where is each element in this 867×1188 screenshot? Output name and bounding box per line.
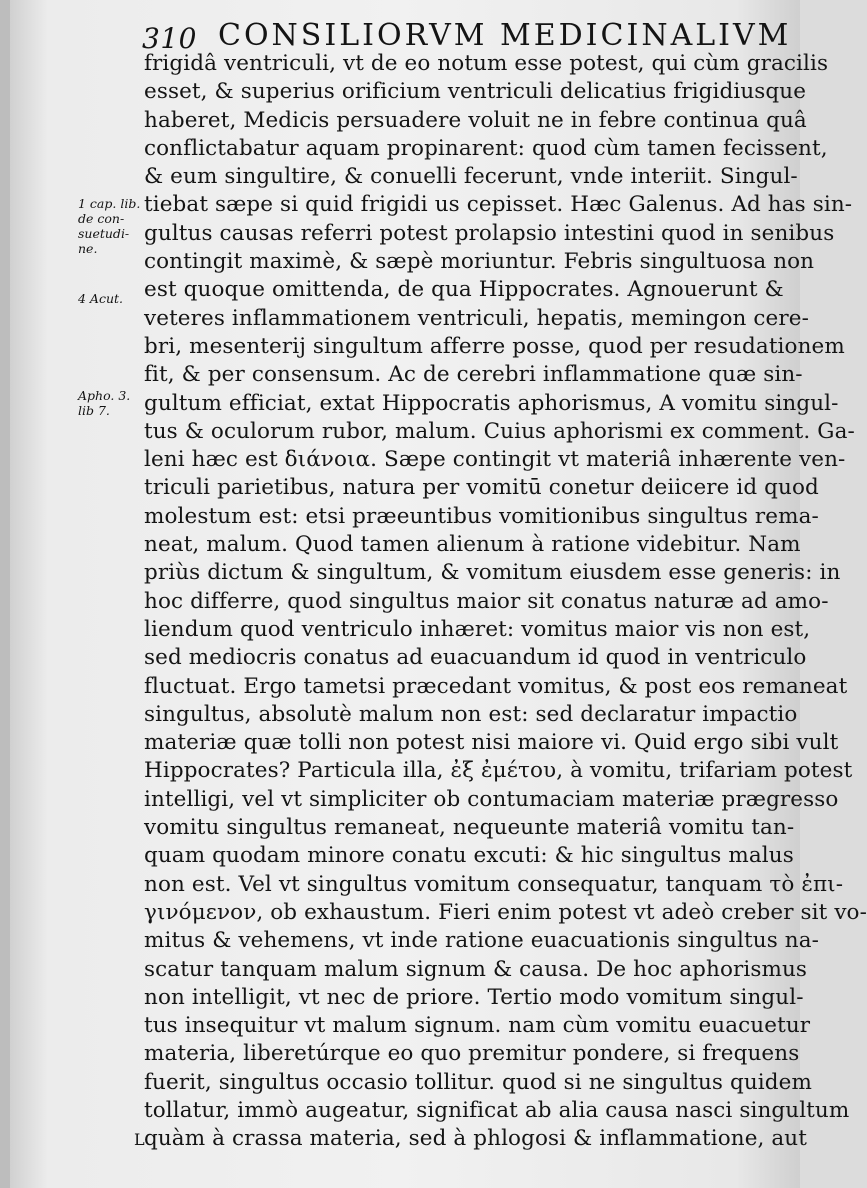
text-line: triculi parietibus, natura per vomitū conetur deiicere id quod	[144, 475, 819, 501]
text-line: tus & oculorum rubor, malum. Cuius aphorismi ex comment. Ga-	[144, 418, 855, 444]
text-line: haberet, Medicis persuadere voluit ne in febre continua quâ	[144, 107, 807, 133]
margin-note: 4 Acut.	[78, 291, 124, 306]
text-line: fit, & per consensum. Ac de cerebri inflammatione quæ sin-	[144, 362, 803, 388]
text-line: & eum singultire, & conuelli fecerunt, vnde interiit. Singul-	[144, 164, 798, 190]
text-line: scatur tanquam malum signum & causa. De hoc aphorismus	[144, 956, 808, 982]
text-line: singultus, absolutè malum non est: sed declaratur impactio	[144, 701, 798, 727]
text-line: bri, mesenterij singultum afferre posse, quod per resudationem	[144, 333, 845, 359]
text-line: mitus & vehemens, vt inde ratione euacuationis singultus na-	[144, 928, 819, 954]
text-line: non est. Vel vt singultus vomitum consequatur, tanquam τὸ ἐπι-	[144, 871, 844, 897]
text-line: tus insequitur vt malum signum. nam cùm vomitu euacuetur	[144, 1013, 811, 1039]
text-line: frigidâ ventriculi, vt de eo notum esse potest, qui cùm gracilis	[144, 51, 829, 76]
footer-mark: L	[134, 1130, 145, 1149]
running-title: CONSILIORVM MEDICINALIVM	[218, 18, 792, 53]
text-line: gultus causas referri potest prolapsio intestini quod in senibus	[144, 220, 835, 246]
page-number: 310	[142, 22, 197, 55]
text-line: gultum efficiat, extat Hippocratis aphorismus, A vomitu singul-	[144, 390, 839, 416]
text-line: vomitu singultus remaneat, nequeunte materiâ vomitu tan-	[144, 815, 795, 841]
text-line: materiæ quæ tolli non potest nisi maiore vi. Quid ergo sibi vult	[144, 730, 839, 756]
text-line: materia, liberetúrque eo quo premitur pondere, si frequens	[144, 1041, 800, 1067]
text-line: hoc differre, quod singultus maior sit conatus naturæ ad amo-	[144, 588, 829, 614]
text-line: neat, malum. Quod tamen alienum à ratione videbitur. Nam	[144, 532, 801, 558]
text-line: esset, & superius orificium ventriculi delicatius frigidiusque	[144, 79, 807, 105]
text-line: fluctuat. Ergo tametsi præcedant vomitus, & post eos remaneat	[144, 673, 848, 699]
text-line: quam quodam minore conatu excuti: & hic singultus malus	[144, 843, 794, 869]
text-line: priùs dictum & singultum, & vomitum eiusdem esse generis: in	[144, 560, 841, 586]
body-text	[144, 50, 867, 1154]
margin-note: Apho. 3. lib 7.	[78, 388, 131, 418]
margin-note: 1 cap. lib. de con- suetudi- ne.	[78, 196, 141, 256]
text-line: est quoque omittenda, de qua Hippocrates. Agnouerunt &	[144, 277, 784, 303]
text-line: quàm à crassa materia, sed à phlogosi & inflammatione, aut	[144, 1126, 807, 1152]
text-line: intelligi, vel vt simpliciter ob contumaciam materiæ prægresso	[144, 786, 839, 812]
text-line: tiebat sæpe si quid frigidi us cepisset. Hæc Galenus. Ad has sin-	[144, 192, 853, 218]
text-line: liendum quod ventriculo inhæret: vomitus maior vis non est,	[144, 616, 811, 642]
text-line: contingit maximè, & sæpè moriuntur. Febris singultuosa non	[144, 249, 815, 275]
text-line: veteres inflammationem ventriculi, hepatis, memingon cere-	[144, 305, 809, 331]
text-line: leni hæc est διάνοια. Sæpe contingit vt materiâ inhærente ven-	[144, 447, 846, 473]
text-line: Hippocrates? Particula illa, ἐξ ἐμέτου, à vomitu, trifariam potest	[144, 758, 853, 784]
text-line: non intelligit, vt nec de priore. Tertio modo vomitum singul-	[144, 984, 804, 1010]
text-line: sed mediocris conatus ad euacuandum id quod in ventriculo	[144, 645, 807, 671]
text-line: fuerit, singultus occasio tollitur. quod si ne singultus quidem	[144, 1069, 812, 1095]
binding-shadow	[0, 0, 10, 1188]
text-line: conflictabatur aquam propinarent: quod cùm tamen fecissent,	[144, 135, 828, 161]
text-line: tollatur, immò augeatur, significat ab alia causa nasci singultum	[144, 1097, 850, 1123]
text-line: γινόμενον, ob exhaustum. Fieri enim potest vt adeò creber sit vo-	[144, 899, 867, 925]
text-line: molestum est: etsi præeuntibus vomitionibus singultus rema-	[144, 503, 819, 529]
